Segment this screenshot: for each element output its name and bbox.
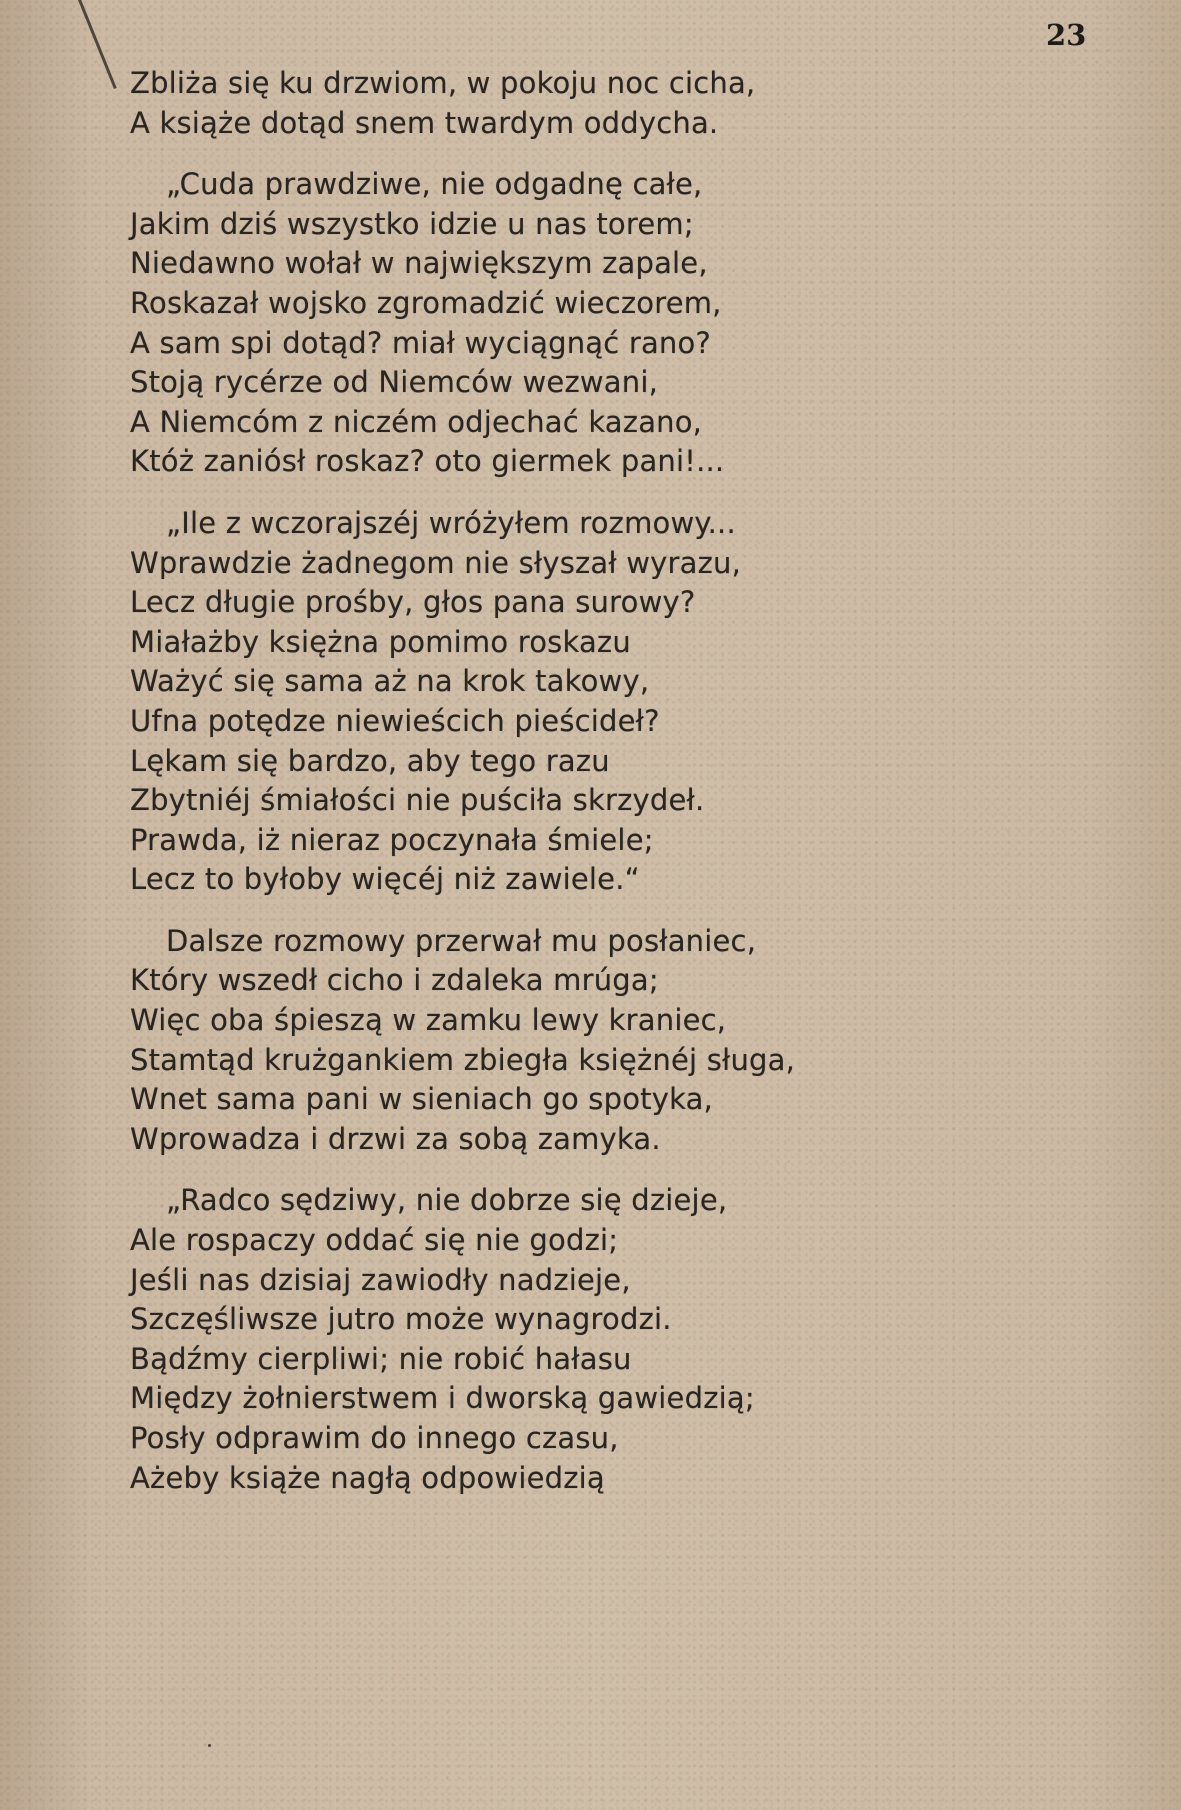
poem-line: Ażeby książe nagłą odpowiedzią (130, 1460, 605, 1495)
poem-line: „Radco sędziwy, nie dobrze się dzieje, (166, 1183, 728, 1218)
poem-line: Jakim dziś wszystko idzie u nas torem; (130, 206, 694, 241)
poem-line: A Niemcóm z niczém odjechać kazano, (130, 404, 703, 439)
poem-line: Bądźmy cierpliwi; nie robić hałasu (130, 1341, 632, 1376)
poem-line: Stoją rycérze od Niemców wezwani, (130, 365, 659, 400)
poem-line: Ufna potędze niewieścich pieścideł? (130, 703, 660, 738)
poem-line: Między żołnierstwem i dworską gawiedzią; (130, 1381, 755, 1416)
poem-line: Wprowadza i drzwi za sobą zamyka. (130, 1121, 661, 1156)
page-number: 23 (1046, 18, 1087, 52)
poem-line: Roskazał wojsko zgromadzić wieczorem, (130, 285, 722, 320)
poem-line: Więc oba śpieszą w zamku lewy kraniec, (130, 1003, 727, 1038)
poem-text (130, 64, 1030, 1520)
poem-line: Zbytniéj śmiałości nie puściła skrzydeł. (130, 783, 705, 818)
poem-line: Ale rospaczy oddać się nie godzi; (130, 1223, 619, 1258)
stanza (130, 64, 1030, 143)
poem-line: A sam spi dotąd? miał wyciągnąć rano? (130, 325, 712, 360)
poem-line: Który wszedł cicho i zdaleka mrúga; (130, 963, 659, 998)
poem-line: Posły odprawim do innego czasu, (130, 1421, 619, 1455)
poem-line: „Ile z wczorajszéj wróżyłem rozmowy... (166, 505, 736, 540)
stanza (130, 165, 1030, 482)
poem-line: Niedawno wołał w największym zapale, (130, 246, 708, 281)
poem-line: Szczęśliwsze jutro może wynagrodzi. (130, 1302, 672, 1337)
poem-line: Lękam się bardzo, aby tego razu (130, 743, 610, 778)
stanza (130, 1181, 1030, 1498)
paper-speck (208, 1744, 211, 1747)
stanza (130, 922, 1030, 1160)
poem-line: Prawda, iż nieraz poczynała śmiele; (130, 822, 654, 857)
poem-line: Zbliża się ku drzwiom, w pokoju noc cicha, (130, 66, 756, 100)
stanza (130, 504, 1030, 900)
poem-line: Dalsze rozmowy przerwał mu posłaniec, (166, 923, 757, 958)
poem-line: Miałażby księżna pomimo roskazu (130, 624, 631, 659)
margin-pen-stroke (78, 0, 117, 89)
poem-line: Jeśli nas dzisiaj zawiodły nadzieje, (130, 1262, 631, 1297)
poem-line: A książe dotąd snem twardym oddycha. (130, 105, 719, 140)
poem-line: „Cuda prawdziwe, nie odgadnę całe, (166, 167, 703, 202)
poem-line: Ważyć się sama aż na krok takowy, (130, 664, 650, 699)
poem-line: Wprawdzie żadnegom nie słyszał wyrazu, (130, 545, 742, 580)
poem-line: Stamtąd krużgankiem zbiegła księżnéj sługa, (130, 1042, 796, 1077)
poem-line: Któż zaniósł roskaz? oto giermek pani!... (130, 444, 725, 479)
poem-line: Lecz to byłoby więcéj niż zawiele.“ (130, 862, 640, 897)
poem-line: Wnet sama pani w sieniach go spotyka, (130, 1082, 713, 1117)
poem-line: Lecz długie prośby, głos pana surowy? (130, 585, 696, 620)
